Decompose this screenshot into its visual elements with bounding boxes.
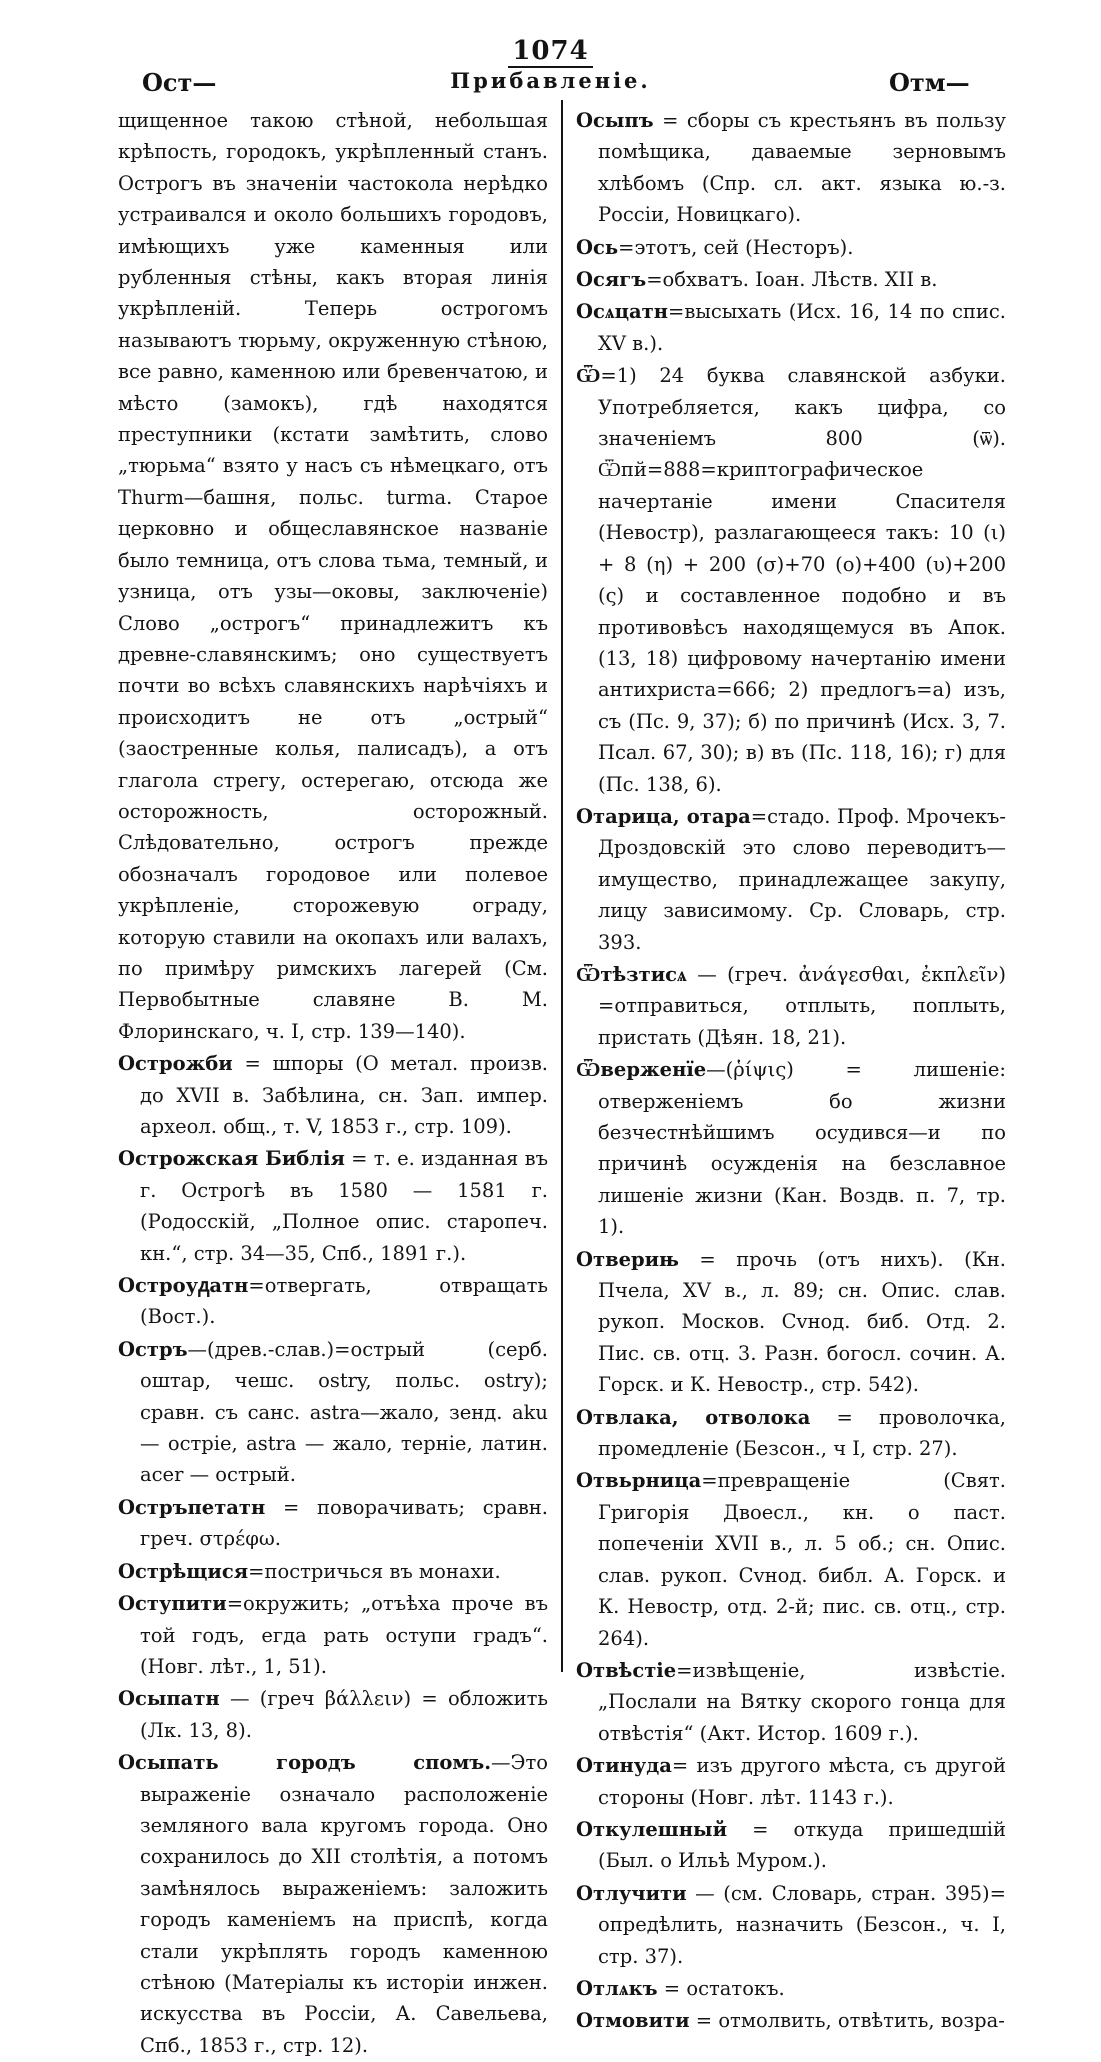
running-head-right: Отм— <box>889 68 970 97</box>
entry-definition: = сборы съ крестьянъ въ пользу помѣщика, даваемые зерновымъ хлѣбомъ (Спр. сл. акт. языка ю.-з. Россіи, Новицкаго). <box>598 109 1006 227</box>
dictionary-entry <box>576 232 1006 263</box>
dictionary-entry <box>118 105 548 1047</box>
entry-definition: —(древ.-слав.)=острый (серб. оштар, чешс. ostry, польс. ostry); сравн. съ санс. astra—жало, зенд. aku — остріе, astra — жало, терніе, латин. acer — острый. <box>140 1337 548 1487</box>
entry-definition: = прочь (отъ нихъ). (Кн. Пчела, XV в., л. 89; сн. Опис. слав. рукоп. Москов. Сvнод. биб. Отд. 2. Пис. св. отц. 3. Разн. богосл. сочин. А. Горск. и К. Невостр., стр. 542). <box>598 1247 1006 1397</box>
dictionary-entry <box>576 360 1006 800</box>
dictionary-entry <box>118 1270 548 1333</box>
dictionary-entry <box>576 1054 1006 1242</box>
dictionary-entry <box>118 1556 548 1587</box>
entry-definition: =высыхать (Исх. 16, 14 по спис. XV в.). <box>598 300 1006 355</box>
entry-headword: Остръ <box>118 1337 188 1361</box>
entry-headword: Отлучити <box>576 1881 687 1905</box>
dictionary-entry <box>576 264 1006 295</box>
entry-definition: щищенное такою стѣной, небольшая крѣпость, городокъ, укрѣпленный станъ. Острогъ въ значеніи частокола нерѣдко устраивался и около большихъ городовъ, имѣющихъ уже каменныя или рубленныя стѣны, какъ вторая линія укрѣпленій. Теперь острогомъ называютъ тюрьму, окруженную стѣною, все равно, каменною или бревенчатою, и мѣсто (замокъ), гдѣ находятся преступники (кстати замѣтить, слово „тюрьма“ взято у насъ съ нѣмецкаго, отъ Thurm—башня, польс. turma. Старое церковно и общеславянское названіе было темница, отъ слова тьма, темный, и узница, отъ узы—оковы, заключеніе) Слово „острогъ“ принадлежитъ къ древне-славянскимъ; оно существуетъ почти во всѣхъ славянскихъ нарѣчіяхъ и происходитъ не отъ „острый“ (заостренные колья, палисадъ), а отъ глагола стрегу, остерегаю, отсюда же осторожность, осторожный. Слѣдовательно, острогъ прежде обозначалъ городовое или полевое укрѣпленіе, сторожевую ограду, которую ставили на окопахъ или валахъ, по примѣру римскихъ лагерей (См. Первобытные славяне В. М. Флоринскаго, ч. I, стр. 139—140). <box>118 109 548 1043</box>
dictionary-entry <box>576 105 1006 231</box>
entry-definition: =извѣщеніе, извѣстіе. „Послали на Вятку скорого гонца для отвѣстія“ (Акт. Истор. 1609 г.). <box>598 1658 1006 1745</box>
entry-definition: —Это выраженіе означало расположеніе земляного вала кругомъ города. Оно сохранилось до XII столѣтія, а потомъ замѣнялось выраженіемъ: заложить городъ каменіемъ на приспѣ, когда стали укрѣплять городъ каменною стѣною (Матеріалы къ исторіи инжен. искусства въ Россіи, А. Савельева, Спб., 1853 г., стр. 12). <box>140 1751 548 2057</box>
dictionary-entry <box>118 1588 548 1682</box>
entry-definition: =окружить; „отъѣха проче въ той годъ, егда рать оступи градъ“. (Новг. лѣт., 1, 51). <box>140 1592 548 1678</box>
dictionary-entry <box>576 1465 1006 1653</box>
entry-definition: =обхватъ. Іоан. Лѣств. XII в. <box>646 268 938 292</box>
dictionary-entry <box>576 959 1006 1053</box>
entry-headword: Острѣщися <box>118 1559 249 1583</box>
entry-headword: Отвлака, отволока <box>576 1405 811 1429</box>
dictionary-entry <box>118 1492 548 1555</box>
dictionary-entry <box>576 1973 1006 2004</box>
entry-headword: Осыпатн <box>118 1687 220 1711</box>
entry-headword: Отвѣстіе <box>576 1658 677 1682</box>
entry-headword: Остроуᲁатн <box>118 1274 249 1298</box>
dictionary-entry <box>576 1814 1006 1877</box>
entry-headword: Ось <box>576 235 619 259</box>
entry-definition: = шпоры (О метал. произв. до XVII в. Забѣлина, сн. Зап. импер. археол. общ., т. V, 1853 г., стр. 109). <box>140 1052 548 1138</box>
entry-headword: Откулешный <box>576 1817 728 1841</box>
entry-definition: = остатокъ. <box>657 1976 785 2000</box>
dictionary-entry <box>576 1878 1006 1972</box>
entry-headword: Оступити <box>118 1592 227 1616</box>
entry-definition: — (см. Словарь, стран. 395)= опредѣлить, назначить (Безсон., ч. I, стр. 37). <box>598 1881 1006 1968</box>
dictionary-entry <box>576 296 1006 359</box>
dictionary-entry <box>118 1143 548 1269</box>
entry-headword: Ѿверженїе <box>576 1058 707 1082</box>
entry-headword: Остръпетатн <box>118 1495 266 1519</box>
dictionary-entry <box>118 1747 548 2061</box>
entry-definition: =постричься въ монахи. <box>248 1559 501 1583</box>
entry-headword: Острожби <box>118 1052 233 1076</box>
entry-definition: =отвергать, отвращать (Вост.). <box>140 1274 548 1329</box>
entry-headword: Осѧцатн <box>576 300 669 324</box>
entry-headword: Отлѧкъ <box>576 1976 658 2000</box>
entry-definition: = проволочка, промедленіе (Безсон., ч I, стр. 27). <box>598 1405 1006 1461</box>
entry-headword: Осягъ <box>576 268 647 292</box>
dictionary-entry <box>576 801 1006 958</box>
entry-definition: =превращеніе (Свят. Григорія Двоесл., кн. о паст. попеченіи XVII в., л. 5 об.; сн. Опис. слав. рукоп. Сvнод. библ. А. Горск. и К. Невостр, отд. 2-й; пис. св. отц., стр. 264). <box>598 1469 1006 1650</box>
running-head-center: Прибавленіе. <box>450 68 651 93</box>
dictionary-entry <box>118 1683 548 1746</box>
entry-headword: Ѿтѣзтисѧ <box>576 962 687 986</box>
column-divider <box>561 100 563 1672</box>
left-column <box>118 105 548 2062</box>
entry-headword: Осыпать городъ спомъ. <box>118 1751 492 1775</box>
dictionary-entry <box>576 1402 1006 1465</box>
entry-headword: Отарица, отара <box>576 804 751 828</box>
dictionary-entry <box>576 1244 1006 1401</box>
entry-headword: Острожская Библія <box>118 1147 345 1171</box>
entry-headword: Осыпъ <box>576 109 654 132</box>
dictionary-entry <box>118 1334 548 1491</box>
entry-headword: Отвьрница <box>576 1469 702 1493</box>
entry-definition: =этотъ, сей (Несторъ). <box>618 235 854 259</box>
entry-definition: =1) 24 буква славянской азбуки. Употребляется, какъ цифра, со значеніемъ 800 (ѿ). Ѿпй=888=криптографическое начертаніе имени Спасителя (Невостр), разлагающееся такъ: 10 (ι) + 8 (η) + 200 (σ)+70 (ο)+400 (υ)+200 (ς) и составленное подобно и въ противовѣсъ находящемуся въ Апок. (13, 18) цифровому начертанію имени антихриста=666; 2) предлогъ=а) изъ, съ (Пс. 9, 37); б) по причинѣ (Исх. 3, 7. Псал. 67, 30); в) въ (Пс. 118, 16); г) для (Пс. 138, 6). <box>598 364 1006 796</box>
entry-definition: —(ῥίψις) = лишеніе: отверженіемъ бо жизни безчестнѣйшимъ осудився—и по причинѣ осужденія на безславное лишеніе жизни (Кан. Воздв. п. 7, тр. 1). <box>598 1058 1006 1239</box>
entry-definition: =стадо. Проф. Мрочекъ-Дроздовскій это слово переводитъ—имущество, принадлежащее закупу, лицу зависимому. Ср. Словарь, стр. 393. <box>598 804 1006 954</box>
page-number: 1074 <box>0 36 1101 66</box>
running-head-left: Ост— <box>142 68 217 97</box>
dictionary-entry <box>576 2005 1006 2036</box>
right-column <box>576 105 1006 2038</box>
entry-headword: Отверињ <box>576 1247 679 1271</box>
entry-definition: — (греч βάλλειν) = обложить (Лк. 13, 8). <box>140 1687 548 1742</box>
entry-definition: = т. е. изданная въ г. Острогѣ въ 1580 — 1581 г. (Родосскій, „Полное опис. старопеч. кн.“, стр. 34—35, Спб., 1891 г.). <box>140 1147 548 1265</box>
entry-definition: = изъ другого мѣста, съ другой стороны (Новг. лѣт. 1143 г.). <box>598 1754 1006 1809</box>
entry-definition: = откуда пришедшій (Был. о Ильѣ Муром.). <box>598 1817 1006 1873</box>
entry-definition: — (греч. ἀνάγεσθαι, ἐκπλεῖν) =отправиться, отплыть, поплыть, пристать (Дѣян. 18, 21). <box>598 962 1006 1049</box>
dictionary-entry <box>118 1048 548 1142</box>
dictionary-entry <box>576 1655 1006 1749</box>
dictionary-entry <box>576 1750 1006 1813</box>
entry-headword: Ѿ <box>576 364 601 388</box>
entry-definition: = отмолвить, отвѣтить, возра- <box>689 2009 1005 2033</box>
entry-definition: = поворачивать; сравн. греч. στρέφω. <box>140 1495 548 1551</box>
entry-headword: Отмовити <box>576 2009 690 2033</box>
entry-headword: Отинуда <box>576 1754 672 1778</box>
